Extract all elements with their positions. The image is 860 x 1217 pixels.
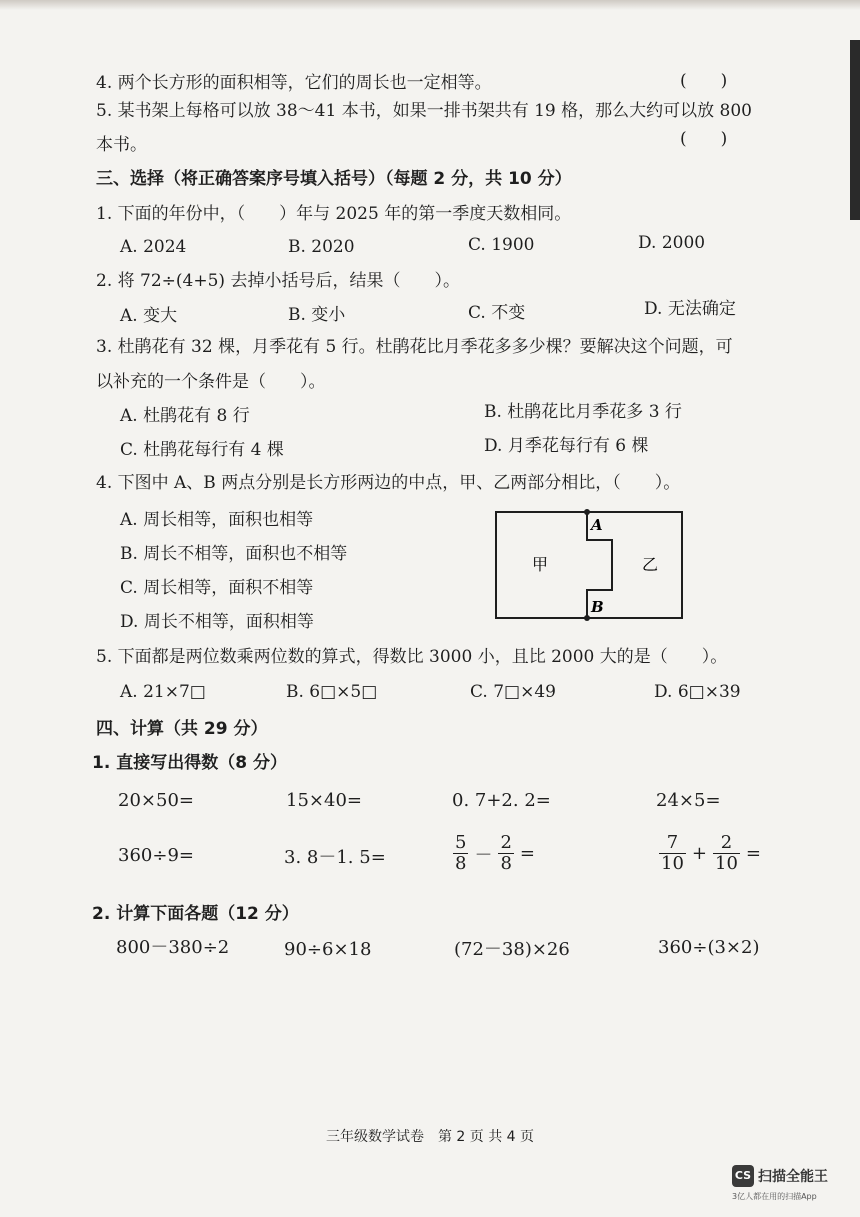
s3-q4-option-b[interactable]: B. 周长不相等，面积也不相等 <box>120 544 348 564</box>
calc2-item-2[interactable]: 90÷6×18 <box>284 939 372 960</box>
s3-q3-option-a[interactable]: A. 杜鹃花有 8 行 <box>120 406 250 426</box>
s3-q5-text: 5. 下面都是两位数乘两位数的算式，得数比 3000 小，且比 2000 大的是（ ）。 <box>96 647 728 667</box>
calc-item-3[interactable]: 0. 7+2. 2= <box>452 790 551 811</box>
judge-q4-text: 4. 两个长方形的面积相等，它们的周长也一定相等。 <box>96 73 492 93</box>
judge-q5-paren[interactable]: ( ) <box>680 129 728 149</box>
calc2-item-1[interactable]: 800－380÷2 <box>116 937 230 958</box>
label-b: B <box>591 598 604 616</box>
s3-q1-option-c[interactable]: C. 1900 <box>468 235 535 255</box>
section3-heading: 三、选择（将正确答案序号填入括号）（每题 2 分，共 10 分） <box>96 169 572 189</box>
s3-q4-option-d[interactable]: D. 周长不相等，面积相等 <box>120 612 314 632</box>
s3-q1-option-b[interactable]: B. 2020 <box>288 237 355 257</box>
s3-q3-line2: 以补充的一个条件是（ ）。 <box>96 372 326 392</box>
calc-item-6[interactable]: 3. 8－1. 5= <box>284 847 386 868</box>
s3-q2-option-b[interactable]: B. 变小 <box>288 305 346 325</box>
s3-q2-option-d[interactable]: D. 无法确定 <box>644 299 736 319</box>
s3-q1-option-d[interactable]: D. 2000 <box>638 233 706 253</box>
s3-q5-option-c[interactable]: C. 7□×49 <box>470 682 556 702</box>
scanner-watermark <box>732 1165 842 1205</box>
calc2-item-3[interactable]: (72－38)×26 <box>454 939 570 960</box>
calc-item-7[interactable]: 5 8 － $\frac{2}{8}$ = <box>455 832 535 874</box>
calc-item-2[interactable]: 15×40= <box>286 790 362 811</box>
s3-q5-option-b[interactable]: B. 6□×5□ <box>286 682 378 702</box>
point-a <box>584 509 590 515</box>
judge-q4-paren[interactable]: ( ) <box>680 71 728 91</box>
judge-q5-line2: 本书。 <box>96 135 147 155</box>
calc-item-5[interactable]: 360÷9= <box>118 845 194 866</box>
calc-item-1[interactable]: 20×50= <box>118 790 194 811</box>
s3-q4-option-a[interactable]: A. 周长相等，面积也相等 <box>120 510 314 530</box>
s3-q2-text: 2. 将 72÷(4+5) 去掉小括号后，结果（ ）。 <box>96 271 460 291</box>
calc-item-4[interactable]: 24×5= <box>656 790 721 811</box>
page-footer: 三年级数学试卷 第 2 页 共 4 页 <box>325 1129 535 1145</box>
s3-q3-option-c[interactable]: C. 杜鹃花每行有 4 棵 <box>120 440 284 460</box>
rectangle-figure <box>490 506 690 626</box>
s3-q2-option-a[interactable]: A. 变大 <box>120 306 178 326</box>
watermark-subtitle: 3亿人都在用的扫描App <box>732 1192 817 1201</box>
fraction: $\frac{2}{10}$ <box>715 832 738 874</box>
calc2-item-4[interactable]: 360÷(3×2) <box>658 937 760 958</box>
s3-q2-option-c[interactable]: C. 不变 <box>468 303 526 323</box>
s3-q4-text: 4. 下图中 A、B 两点分别是长方形两边的中点，甲、乙两部分相比，（ ）。 <box>96 473 681 493</box>
label-a: A <box>591 516 603 534</box>
judge-q5-line1: 5. 某书架上每格可以放 38～41 本书，如果一排书架共有 19 格，那么大约可以放 800 <box>96 101 752 121</box>
point-b <box>584 615 590 621</box>
camscanner-logo-icon: CS <box>732 1165 754 1187</box>
fraction: 5 8 <box>455 832 467 874</box>
s4-part2-heading: 2. 计算下面各题（12 分） <box>92 904 299 924</box>
s3-q5-option-a[interactable]: A. 21×7□ <box>120 682 206 702</box>
fraction: 7 10 <box>661 832 684 874</box>
scan-shadow <box>850 40 860 220</box>
s3-q1-text: 1. 下面的年份中，（ ）年与 2025 年的第一季度天数相同。 <box>96 204 572 224</box>
s3-q3-option-d[interactable]: D. 月季花每行有 6 棵 <box>484 436 649 456</box>
s3-q5-option-d[interactable]: D. 6□×39 <box>654 682 741 702</box>
scan-edge <box>0 0 860 10</box>
fraction: $\frac{2}{8}$ <box>500 832 512 874</box>
s4-part1-heading: 1. 直接写出得数（8 分） <box>92 753 287 773</box>
section4-heading: 四、计算（共 29 分） <box>96 719 268 739</box>
label-yi: 乙 <box>642 555 659 574</box>
s3-q4-option-c[interactable]: C. 周长相等，面积不相等 <box>120 578 314 598</box>
s3-q3-option-b[interactable]: B. 杜鹃花比月季花多 3 行 <box>484 402 682 422</box>
calc-item-8[interactable]: 7 10 + $\frac{2}{10}$ = <box>661 832 761 874</box>
s3-q3-line1: 3. 杜鹃花有 32 棵，月季花有 5 行。杜鹃花比月季花多多少棵？要解决这个问题，可 <box>96 337 733 357</box>
s3-q1-option-a[interactable]: A. 2024 <box>120 237 187 257</box>
label-jia: 甲 <box>532 555 549 574</box>
watermark-name: 扫描全能王 <box>758 1169 828 1185</box>
